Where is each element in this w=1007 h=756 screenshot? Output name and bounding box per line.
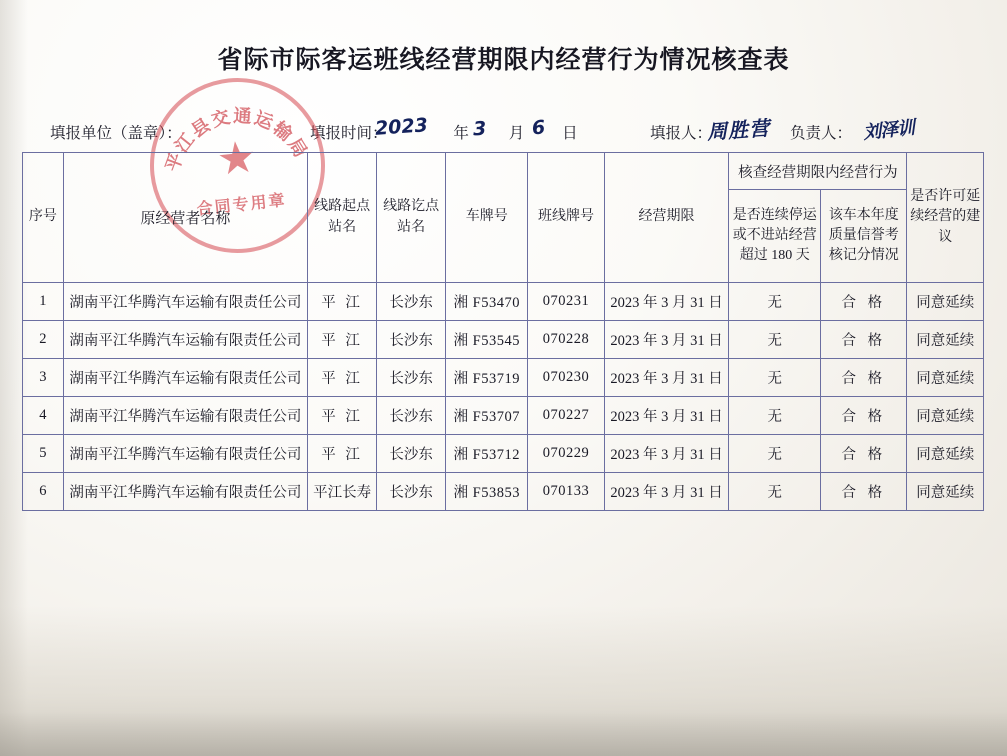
table-row xyxy=(23,473,984,511)
cell-route-start: 平 江 xyxy=(308,283,377,321)
cell-stop: 无 xyxy=(729,473,821,511)
cell-line-no: 070230 xyxy=(528,359,604,397)
photo-shadow xyxy=(0,712,1007,756)
cell-route-end: 长沙东 xyxy=(377,397,446,435)
cell-seq: 6 xyxy=(23,473,64,511)
header-credit-score: 该车本年度质量信誉考核记分情况 xyxy=(821,190,907,283)
table-row xyxy=(23,321,984,359)
cell-credit: 合 格 xyxy=(821,321,907,359)
cell-seq: 2 xyxy=(23,321,64,359)
seal-bottom-text: 合同专用章 xyxy=(196,192,288,219)
handwritten-day: 6 xyxy=(531,116,547,140)
cell-route-start: 平 江 xyxy=(308,435,377,473)
table-row xyxy=(23,397,984,435)
cell-line-no: 070231 xyxy=(528,283,604,321)
header-group-inspection: 核查经营期限内经营行为 xyxy=(729,153,907,190)
cell-period: 2023 年 3 月 31 日 xyxy=(604,397,728,435)
cell-credit: 合 格 xyxy=(821,473,907,511)
reporter-label: 填报人： xyxy=(650,125,713,142)
cell-route-end: 长沙东 xyxy=(377,321,446,359)
cell-route-start: 平 江 xyxy=(308,321,377,359)
day-suffix: 日 xyxy=(562,125,578,142)
header-plate: 车牌号 xyxy=(446,153,528,283)
cell-stop: 无 xyxy=(729,321,821,359)
cell-stop: 无 xyxy=(729,397,821,435)
cell-plate: 湘 F53853 xyxy=(446,473,528,511)
table-body xyxy=(23,283,984,511)
svg-text:平江县交通运输局: 平江县交通运输局 xyxy=(161,105,312,175)
header-stop-over-180: 是否连续停运或不进站经营超过 180 天 xyxy=(729,190,821,283)
header-period: 经营期限 xyxy=(604,153,728,283)
cell-advice: 同意延续 xyxy=(907,283,984,321)
cell-advice: 同意延续 xyxy=(907,359,984,397)
cell-stop: 无 xyxy=(729,283,821,321)
cell-seq: 1 xyxy=(23,283,64,321)
cell-plate: 湘 F53712 xyxy=(446,435,528,473)
header-advice: 是否许可延续经营的建议 xyxy=(907,153,984,283)
cell-advice: 同意延续 xyxy=(907,473,984,511)
inspection-table xyxy=(22,152,984,511)
handwritten-month: 3 xyxy=(472,117,487,141)
cell-period: 2023 年 3 月 31 日 xyxy=(604,473,728,511)
cell-route-start: 平 江 xyxy=(308,397,377,435)
cell-company: 湖南平江华腾汽车运输有限责任公司 xyxy=(63,283,307,321)
header-seq: 序号 xyxy=(23,153,64,283)
cell-company: 湖南平江华腾汽车运输有限责任公司 xyxy=(63,321,307,359)
cell-period: 2023 年 3 月 31 日 xyxy=(604,321,728,359)
cell-period: 2023 年 3 月 31 日 xyxy=(604,283,728,321)
cell-company: 湖南平江华腾汽车运输有限责任公司 xyxy=(63,397,307,435)
cell-credit: 合 格 xyxy=(821,435,907,473)
handwritten-reporter-name: 周胜营 xyxy=(706,115,771,145)
header-route-start: 线路起点站名 xyxy=(308,153,377,283)
cell-route-end: 长沙东 xyxy=(377,283,446,321)
fill-time-label: 填报时间： xyxy=(310,125,388,142)
cell-route-end: 长沙东 xyxy=(377,473,446,511)
cell-line-no: 070133 xyxy=(528,473,604,511)
month-suffix: 月 xyxy=(508,125,525,142)
cell-stop: 无 xyxy=(729,435,821,473)
year-suffix: 年 xyxy=(453,125,469,142)
table-row xyxy=(23,283,984,321)
cell-credit: 合 格 xyxy=(821,397,907,435)
cell-stop: 无 xyxy=(729,359,821,397)
cell-seq: 5 xyxy=(23,435,64,473)
header-company: 原经营者名称 xyxy=(63,153,307,283)
page-title: 省际市际客运班线经营期限内经营行为情况核查表 xyxy=(217,47,790,74)
cell-plate: 湘 F53707 xyxy=(446,397,528,435)
cell-route-start: 平 江 xyxy=(308,359,377,397)
charge-label: 负责人： xyxy=(790,125,853,142)
cell-advice: 同意延续 xyxy=(907,435,984,473)
cell-route-start: 平江长寿 xyxy=(308,473,377,511)
header-line-no: 班线牌号 xyxy=(528,153,604,283)
cell-seq: 3 xyxy=(23,359,64,397)
cell-line-no: 070227 xyxy=(528,397,604,435)
cell-period: 2023 年 3 月 31 日 xyxy=(604,359,728,397)
cell-credit: 合 格 xyxy=(821,283,907,321)
cell-credit: 合 格 xyxy=(821,359,907,397)
cell-plate: 湘 F53719 xyxy=(446,359,528,397)
cell-line-no: 070228 xyxy=(528,321,604,359)
cell-advice: 同意延续 xyxy=(907,321,984,359)
cell-company: 湖南平江华腾汽车运输有限责任公司 xyxy=(63,359,307,397)
cell-plate: 湘 F53470 xyxy=(446,283,528,321)
handwritten-year: 2023 xyxy=(374,114,429,140)
table-row xyxy=(23,359,984,397)
cell-route-end: 长沙东 xyxy=(377,359,446,397)
cell-company: 湖南平江华腾汽车运输有限责任公司 xyxy=(63,473,307,511)
fill-unit-label: 填报单位（盖章）： xyxy=(50,125,182,142)
cell-period: 2023 年 3 月 31 日 xyxy=(604,435,728,473)
header-route-end: 线路讫点站名 xyxy=(377,153,446,283)
cell-advice: 同意延续 xyxy=(907,397,984,435)
cell-seq: 4 xyxy=(23,397,64,435)
handwritten-charge-signature: 刘泽训 xyxy=(862,117,916,144)
cell-company: 湖南平江华腾汽车运输有限责任公司 xyxy=(63,435,307,473)
cell-route-end: 长沙东 xyxy=(377,435,446,473)
cell-plate: 湘 F53545 xyxy=(446,321,528,359)
cell-line-no: 070229 xyxy=(528,435,604,473)
seal-star-icon: ★ xyxy=(214,131,259,185)
table-row xyxy=(23,435,984,473)
meta-row xyxy=(45,114,975,146)
